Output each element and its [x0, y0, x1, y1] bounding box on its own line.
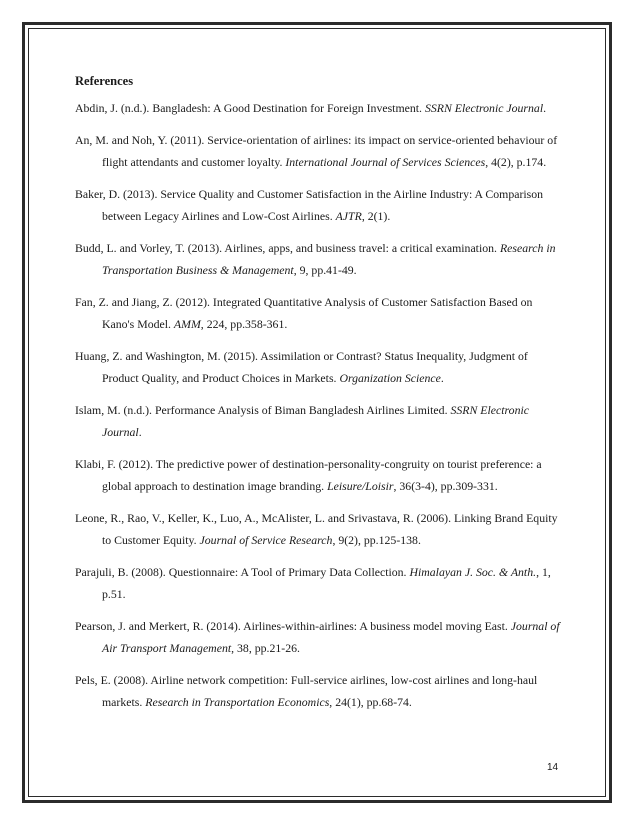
- reference-source: SSRN Electronic Journal: [102, 403, 529, 439]
- reference-entry: [75, 129, 565, 173]
- reference-details: , 9(2), pp.125-138.: [332, 533, 421, 547]
- reference-source: SSRN Electronic Journal: [424, 101, 544, 115]
- reference-text: Huang, Z. and Washington, M. (2015). Assimilation or Contrast? Status Inequality, Judgment of Product Quality, and Product Choices in Markets.: [75, 349, 528, 385]
- reference-source: Research in Transportation Business & Management: [102, 241, 556, 277]
- reference-details: .: [138, 425, 142, 439]
- reference-details: , 38, pp.21-26.: [231, 641, 300, 655]
- page-number: 14: [547, 762, 559, 773]
- reference-details: , 1, p.51.: [102, 565, 551, 601]
- reference-details: , 9, pp.41-49.: [293, 263, 357, 277]
- reference-entry: [75, 615, 565, 659]
- reference-list: [75, 97, 565, 723]
- reference-text: Fan, Z. and Jiang, Z. (2012). Integrated Quantitative Analysis of Customer Satisfaction Based on Kano's Model.: [75, 295, 533, 331]
- reference-source: International Journal of Services Sciences: [285, 155, 486, 169]
- reference-entry: [75, 399, 565, 443]
- reference-details: .: [440, 371, 444, 385]
- references-heading: References: [75, 74, 134, 88]
- reference-source: Himalayan J. Soc. & Anth.: [409, 565, 537, 579]
- reference-entry: [75, 453, 565, 497]
- reference-details: .: [543, 101, 547, 115]
- reference-text: Pearson, J. and Merkert, R. (2014). Airlines-within-airlines: A business model moving East.: [75, 619, 511, 633]
- reference-text: Baker, D. (2013). Service Quality and Customer Satisfaction in the Airline Industry: A Comparison between Legacy Airlines and Low-Cost Airlines.: [75, 187, 544, 223]
- reference-entry: [75, 561, 565, 605]
- reference-entry: [75, 237, 565, 281]
- reference-source: Research in Transportation Economics: [145, 695, 330, 709]
- reference-entry: [75, 291, 565, 335]
- reference-details: , 224, pp.358-361.: [200, 317, 288, 331]
- reference-details: , 2(1).: [361, 209, 391, 223]
- reference-details: , 4(2), p.174.: [485, 155, 547, 169]
- reference-source: Leisure/Loisir: [327, 479, 394, 493]
- reference-text: Islam, M. (n.d.). Performance Analysis of Biman Bangladesh Airlines Limited.: [75, 403, 451, 417]
- reference-source: Organization Science: [339, 371, 441, 385]
- reference-entry: [75, 345, 565, 389]
- reference-text: Klabi, F. (2012). The predictive power of destination-personality-congruity on tourist preference: a global approach to destination image branding.: [75, 457, 542, 493]
- reference-entry: [75, 669, 565, 713]
- reference-source: Journal of Service Research: [199, 533, 333, 547]
- reference-entry: [75, 97, 565, 119]
- reference-text: Leone, R., Rao, V., Keller, K., Luo, A., McAlister, L. and Srivastava, R. (2006). Linking Brand Equity to Customer Equity.: [75, 511, 558, 547]
- reference-source: AJTR: [335, 209, 362, 223]
- reference-text: Pels, E. (2008). Airline network competition: Full-service airlines, low-cost airlines and long-haul markets.: [75, 673, 538, 709]
- reference-text: Abdin, J. (n.d.). Bangladesh: A Good Destination for Foreign Investment.: [75, 101, 425, 115]
- reference-entry: [75, 507, 565, 551]
- reference-entry: [75, 183, 565, 227]
- reference-details: , 36(3-4), pp.309-331.: [393, 479, 498, 493]
- reference-source: Journal of Air Transport Management: [102, 619, 560, 655]
- reference-text: Parajuli, B. (2008). Questionnaire: A Tool of Primary Data Collection.: [75, 565, 410, 579]
- reference-text: An, M. and Noh, Y. (2011). Service-orientation of airlines: its impact on service-oriented behaviour of flight attendants and customer loyalty.: [75, 133, 558, 169]
- reference-details: , 24(1), pp.68-74.: [329, 695, 412, 709]
- reference-text: Budd, L. and Vorley, T. (2013). Airlines, apps, and business travel: a critical examination.: [75, 241, 500, 255]
- reference-source: AMM: [173, 317, 201, 331]
